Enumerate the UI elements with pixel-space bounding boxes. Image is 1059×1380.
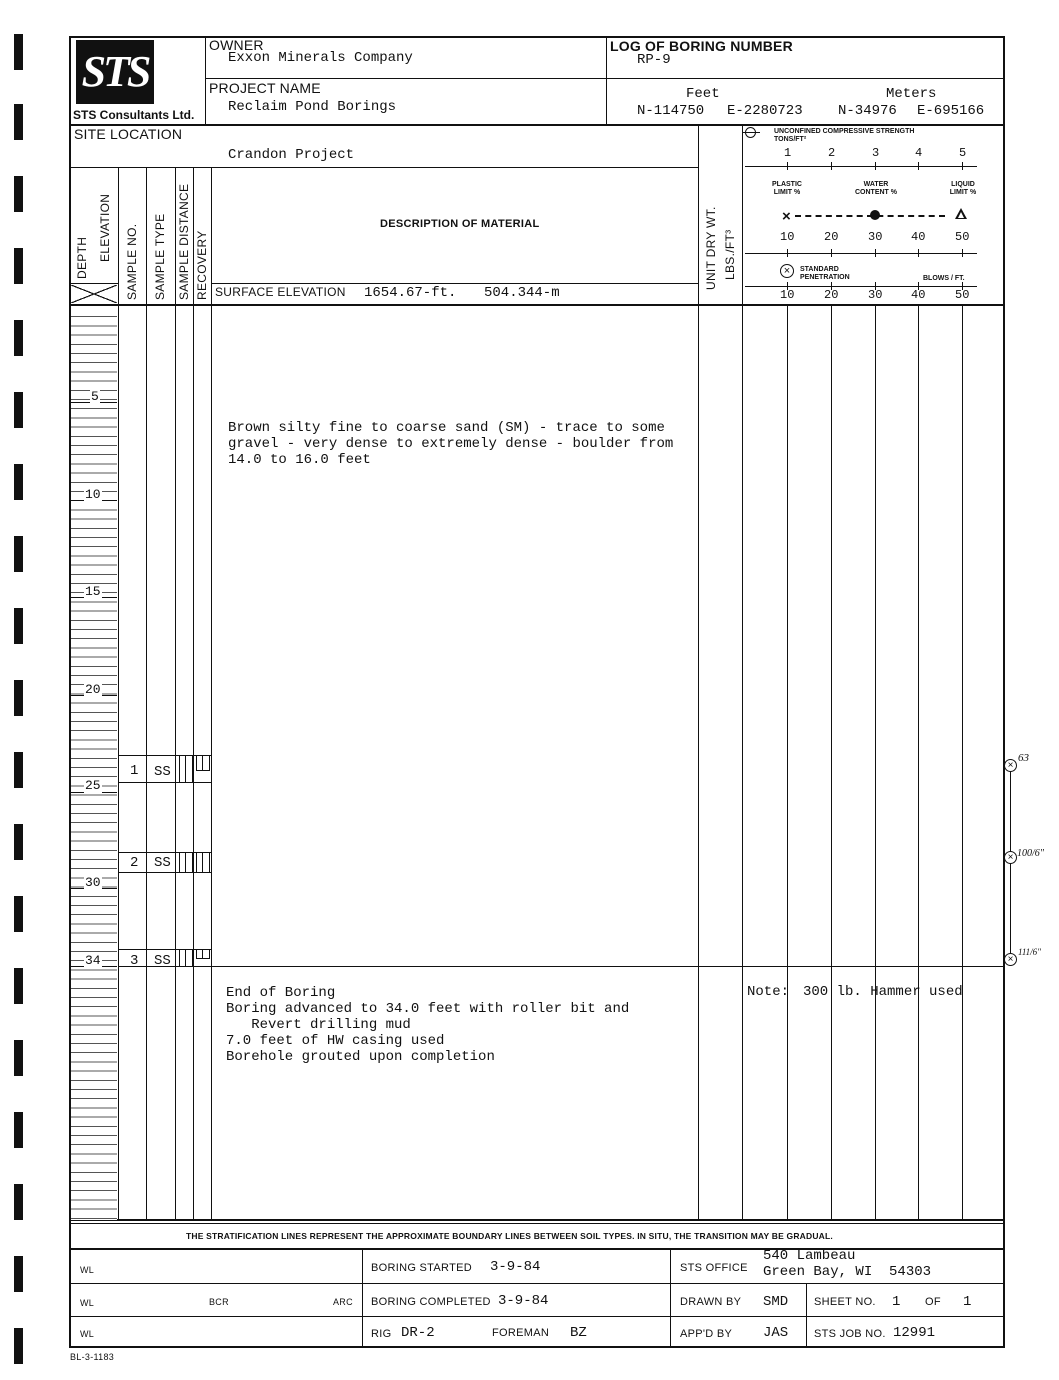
spt-point-icon: × [1004, 953, 1017, 966]
site-value: Crandon Project [228, 147, 355, 163]
owner-label: OWNER [209, 37, 264, 53]
ucs-tick-5: 5 [959, 146, 967, 160]
plastic-limit-x-icon: × [782, 208, 791, 225]
recovery-bars [196, 950, 210, 959]
spt-tick-20: 20 [824, 288, 839, 302]
col-sample-distance: SAMPLE DISTANCE [177, 183, 191, 300]
feet-label: Feet [686, 86, 720, 102]
recovery-bars [196, 853, 210, 872]
foreman-label: FOREMAN [492, 1327, 550, 1339]
note-text: 300 lb. Hammer used [803, 984, 963, 1000]
form-code: BL-3-1183 [70, 1352, 115, 1362]
col-recovery: RECOVERY [195, 230, 209, 300]
end-of-boring-notes: End of Boring Boring advanced to 34.0 feet with roller bit and Revert drilling mud 7.0 feet of HW casing used Borehole grouted upon completion [226, 985, 630, 1065]
spt-blows-1: 63 [1018, 752, 1029, 764]
spt-label: STANDARD PENETRATION [800, 266, 850, 281]
feet-northing: N-114750 [637, 103, 705, 119]
sheet-no-value: 1 [892, 1294, 901, 1310]
project-label: PROJECT NAME [209, 80, 321, 96]
spt-tick-30: 30 [868, 288, 883, 302]
spt-circle-x-icon: × [780, 264, 794, 278]
ucs-tick-2: 2 [828, 146, 836, 160]
col-depth: DEPTH [75, 236, 89, 279]
plastic-limit-label: PLASTIC LIMIT % [772, 181, 802, 196]
spt-tick-50: 50 [955, 288, 970, 302]
depth-mark-15: 15 [85, 584, 101, 599]
sample-distance-bars [179, 853, 193, 872]
liquid-limit-label: LIQUID LIMIT % [949, 181, 977, 196]
ucs-label: UNCONFINED COMPRESSIVE STRENGTH [774, 128, 915, 135]
boring-number: RP-9 [637, 52, 671, 68]
arc-label: ARC [333, 1297, 353, 1307]
note-label: Note: [747, 984, 790, 1000]
sheet-no-label: SHEET NO. [814, 1296, 876, 1308]
spt-point-icon: × [1004, 759, 1017, 772]
sheet-total-value: 1 [963, 1294, 972, 1310]
sample-distance-bars [179, 950, 193, 966]
wc-tick-10: 10 [780, 230, 795, 244]
sample-no: 1 [130, 763, 139, 779]
wl-2: WL [80, 1298, 95, 1308]
spt-blows-3: 111/6" [1018, 947, 1041, 957]
job-no-label: STS JOB NO. [814, 1328, 886, 1340]
appd-by-label: APP'D BY [680, 1328, 733, 1340]
sts-office-label: STS OFFICE [680, 1262, 748, 1274]
water-content-label: WATER CONTENT % [855, 181, 897, 196]
sample-no: 2 [130, 855, 139, 871]
spt-tick-40: 40 [911, 288, 926, 302]
boring-started-label: BORING STARTED [371, 1262, 472, 1274]
recovery-bars [196, 756, 210, 771]
project-value: Reclaim Pond Borings [228, 99, 397, 115]
job-no-value: 12991 [893, 1325, 936, 1341]
company-name: STS Consultants Ltd. [73, 108, 195, 122]
wc-tick-50: 50 [955, 230, 970, 244]
boring-completed-value: 3-9-84 [498, 1293, 549, 1309]
sts-logo [76, 40, 154, 104]
ucs-tick-4: 4 [915, 146, 923, 160]
owner-value: Exxon Minerals Company [228, 50, 413, 66]
col-unit-dry-wt: UNIT DRY WT. [704, 206, 718, 290]
depth-mark-30: 30 [85, 875, 101, 890]
col-sample-type: SAMPLE TYPE [153, 213, 167, 300]
bcr-label: BCR [209, 1297, 229, 1307]
appd-by-value: JAS [763, 1325, 789, 1341]
spt-blows-2: 100/6" [1017, 848, 1044, 859]
foreman-value: BZ [570, 1325, 587, 1341]
sample-type: SS [154, 764, 171, 780]
depth-mark-25: 25 [85, 778, 101, 793]
meters-easting: E-695166 [917, 103, 985, 119]
col-unit-dry-wt-units: LBS./FT³ [723, 229, 737, 280]
col-description: DESCRIPTION OF MATERIAL [380, 218, 540, 230]
spt-point-icon: × [1004, 851, 1017, 864]
log-label: LOG OF BORING NUMBER [610, 38, 793, 54]
sample-no: 3 [130, 953, 139, 969]
depth-elevation-diagonal [71, 285, 117, 303]
feet-easting: E-2280723 [727, 103, 803, 119]
depth-mark-34: 34 [85, 953, 101, 968]
rig-value: DR-2 [401, 1325, 435, 1341]
col-sample-no: SAMPLE NO. [125, 223, 139, 300]
stratum-description: Brown silty fine to coarse sand (SM) - trace to some gravel - very dense to extremely dense - boulder from 14.0 to 16.0 feet [228, 420, 674, 468]
wc-tick-40: 40 [911, 230, 926, 244]
depth-scale [71, 308, 117, 1220]
wc-tick-30: 30 [868, 230, 883, 244]
spt-tick-10: 10 [780, 288, 795, 302]
office-line-2: Green Bay, WI 54303 [763, 1264, 932, 1280]
ucs-units: TONS/FT² [774, 136, 807, 143]
depth-mark-5: 5 [91, 389, 99, 404]
wl-1: WL [80, 1265, 95, 1275]
boring-started-value: 3-9-84 [490, 1259, 541, 1275]
sample-type: SS [154, 855, 171, 871]
surface-elevation-ft: 1654.67-ft. [364, 285, 457, 301]
ucs-tick-3: 3 [872, 146, 880, 160]
sample-type: SS [154, 953, 171, 969]
surface-elevation-m: 504.344-m [484, 285, 560, 301]
logo-mark: STS [81, 47, 149, 96]
meters-label: Meters [886, 86, 937, 102]
rig-label: RIG [371, 1328, 392, 1340]
surface-elevation-label: SURFACE ELEVATION [215, 285, 346, 299]
ucs-tick-1: 1 [784, 146, 792, 160]
water-content-dot-icon [870, 210, 880, 220]
blows-label: BLOWS / FT. [923, 275, 965, 282]
boring-completed-label: BORING COMPLETED [371, 1296, 491, 1308]
depth-mark-20: 20 [85, 682, 101, 697]
drawn-by-label: DRAWN BY [680, 1296, 742, 1308]
sample-distance-bars [179, 756, 193, 782]
site-label: SITE LOCATION [74, 126, 183, 142]
stratification-note: THE STRATIFICATION LINES REPRESENT THE APPROXIMATE BOUNDARY LINES BETWEEN SOIL TYPES. IN SITU, THE TRANSITION MAY BE GRADUAL. [186, 1231, 833, 1241]
of-label: OF [925, 1296, 941, 1308]
wl-3: WL [80, 1329, 95, 1339]
office-line-1: 540 Lambeau [763, 1248, 856, 1264]
meters-northing: N-34976 [838, 103, 897, 119]
depth-mark-10: 10 [85, 487, 101, 502]
drawn-by-value: SMD [763, 1294, 789, 1310]
col-elevation: ELEVATION [98, 193, 112, 262]
wc-tick-20: 20 [824, 230, 839, 244]
